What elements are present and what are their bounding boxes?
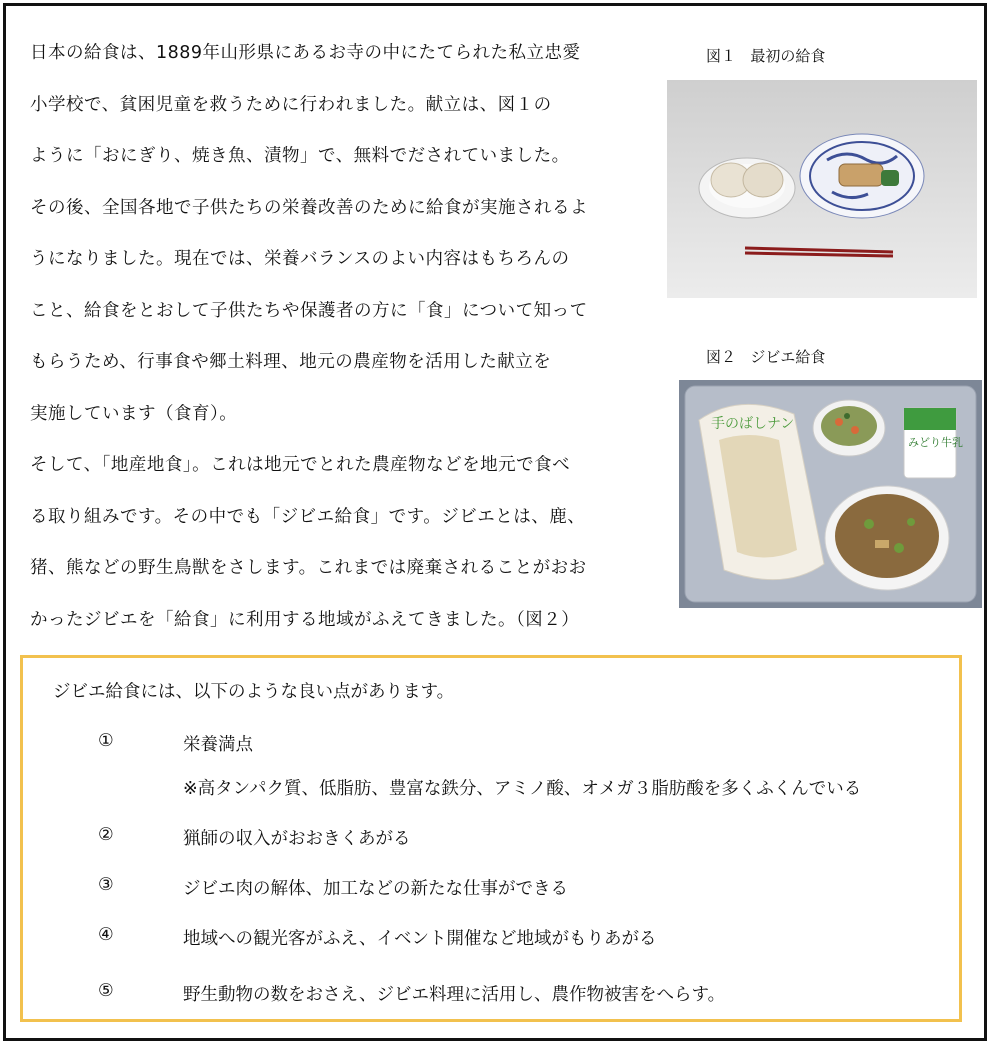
paragraph-line: 猪、熊などの野生鳥獣をさします。これまでは廃棄されることがおお — [30, 558, 587, 578]
benefit-text: 野生動物の数をおさえ、ジビエ料理に活用し、農作物被害をへらす。 — [183, 985, 726, 1005]
intro-paragraph — [30, 28, 660, 646]
benefits-box — [20, 655, 962, 1022]
benefit-number: ④ — [98, 925, 114, 945]
benefit-text: 猟師の収入がおおきくあがる — [183, 829, 411, 849]
benefit-number: ① — [98, 731, 114, 751]
paragraph-line: 小学校で、貧困児童を救うために行われました。献立は、図１の — [30, 94, 552, 115]
naan-package-label: 手のばしナン — [711, 416, 795, 432]
benefit-number: ② — [98, 825, 114, 845]
figure-2-caption — [706, 346, 825, 367]
paragraph-line: 日本の給食は、1889年山形県にあるお寺の中にたてられた私立忠愛 — [30, 43, 581, 63]
paragraph-line: 実施しています（食育）。 — [30, 403, 238, 424]
gibier-school-lunch-image — [679, 380, 982, 608]
benefit-note: ※高タンパク質、低脂肪、豊富な鉄分、アミノ酸、オメガ３脂肪酸を多くふくんでいる — [183, 779, 862, 799]
benefit-number: ③ — [98, 875, 114, 895]
figure-1-title: 最初の給食 — [750, 47, 826, 65]
benefits-intro: ジビエ給食には、以下のような良い点があります。 — [53, 682, 455, 702]
paragraph-line: うになりました。現在では、栄養バランスのよい内容はもちろんの — [30, 249, 570, 269]
milk-carton-label: みどり牛乳 — [908, 436, 963, 449]
benefit-number: ⑤ — [98, 981, 114, 1001]
benefit-text: ジビエ肉の解体、加工などの新たな仕事ができる — [183, 879, 568, 899]
paragraph-line: ように「おにぎり、焼き魚、漬物」で、無料でだされていました。 — [30, 146, 570, 166]
benefit-text: 栄養満点 — [183, 735, 253, 755]
paragraph-line: こと、給食をとおして子供たちや保護者の方に「食」について知って — [30, 300, 588, 321]
figure-1-caption — [706, 45, 825, 66]
figure-2-title: ジビエ給食 — [750, 348, 826, 366]
figure-2-label: 図２ — [706, 348, 737, 366]
paragraph-line: その後、全国各地で子供たちの栄養改善のために給食が実施されるよ — [30, 197, 588, 218]
paragraph-line: そして、「地産地食」。これは地元でとれた農産物などを地元で食べ — [30, 455, 571, 475]
benefit-text: 地域への観光客がふえ、イベント開催など地域がもりあがる — [183, 929, 657, 949]
paragraph-line: もらうため、行事食や郷土料理、地元の農産物を活用した献立を — [30, 352, 552, 372]
paragraph-line: かったジビエを「給食」に利用する地域がふえてきました。（図２） — [30, 609, 580, 630]
figure-1-label: 図１ — [706, 47, 737, 65]
first-school-lunch-image — [667, 80, 977, 298]
figure-2-photo — [679, 380, 982, 608]
figure-1-photo — [667, 80, 977, 298]
paragraph-line: る取り組みです。その中でも「ジビエ給食」です。ジビエとは、鹿、 — [30, 506, 586, 527]
